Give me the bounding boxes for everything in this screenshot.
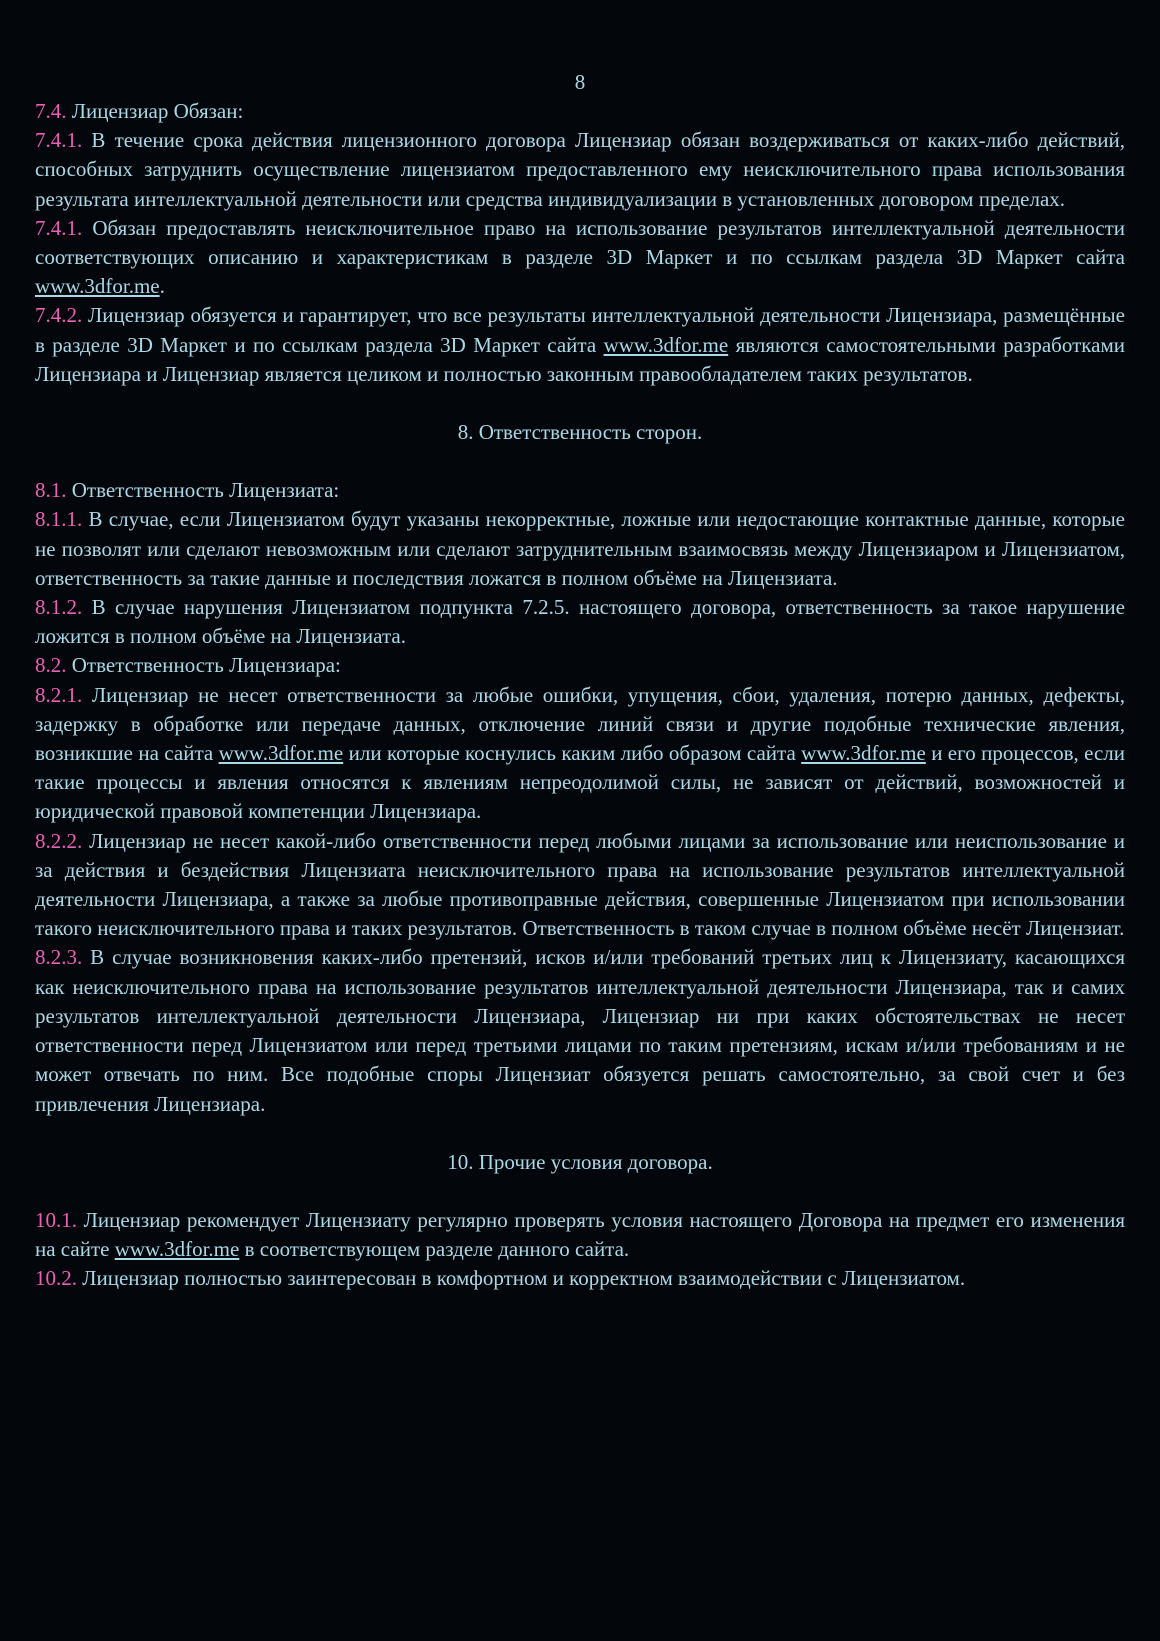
site-link[interactable]: www.3dfor.me <box>114 1237 240 1262</box>
clause-8-2-3 <box>35 943 1125 1118</box>
clause-text: В случае, если Лицензиатом будут указаны некорректные, ложные или недостающие контактные данные, которые не позволят или сделают невозможным или сделают затруднительным взаимосвязь между Лицензиаром и Лицензиатом, ответственность за такие данные и последствия ложатся в полном объёме на Лицензиата. <box>35 507 1126 590</box>
clause-number: 8.1.2. <box>35 595 83 620</box>
clause-text-tail: . <box>159 274 165 299</box>
clause-text: Лицензиар обязуется и гарантирует, что все результаты интеллектуальной деятельности Лицензиара, размещённые в разделе 3D Маркет и по ссылкам раздела 3D Маркет сайта <box>35 303 1125 357</box>
clause-8-2 <box>35 651 1125 680</box>
clause-7-4-2 <box>35 301 1125 389</box>
clause-8-2-1 <box>35 681 1125 827</box>
clause-10-2 <box>35 1264 1125 1293</box>
clause-text: Обязан предоставлять неисключительное право на использование результатов интеллектуальной деятельности соответствующих описанию и характеристикам в разделе 3D Маркет и по ссылкам раздела 3D Маркет сайта <box>35 215 1125 270</box>
clause-number: 8.2.1. <box>35 682 83 707</box>
clause-8-1-1 <box>35 505 1125 593</box>
clause-text: Лицензиар рекомендует Лицензиату регулярно проверять условия настоящего Договора на предмет его изменения на сайте <box>35 1207 1125 1262</box>
clause-text: В случае нарушения Лицензиатом подпункта 7.2.5. настоящего договора, ответственность за такое нарушение ложится в полном объёме на Лицензиата. <box>35 595 1125 649</box>
clause-text: Ответственность Лицензиара: <box>71 653 341 678</box>
site-link[interactable]: www.3dfor.me <box>218 741 344 766</box>
clause-text: Лицензиар не несет ответственности за любые ошибки, упущения, сбои, удаления, потерю данных, дефекты, задержку в обработке или передаче данных, отключение линий связи и другие подобные технические явления, возникшие на сайта <box>35 682 1126 766</box>
clause-number: 10.1. <box>35 1207 77 1232</box>
clause-number: 7.4.2. <box>35 303 83 328</box>
clause-text: или которые коснулись каким либо образом сайта <box>348 741 796 766</box>
clause-number: 8.1.1. <box>35 507 83 532</box>
site-link[interactable]: www.3dfor.me <box>801 741 926 766</box>
clause-number: 8.2.2. <box>35 828 83 853</box>
clause-8-2-2 <box>35 827 1125 944</box>
clause-text: Ответственность Лицензиата: <box>71 478 340 503</box>
clause-text: В случае возникновения каких-либо претензий, исков и/или требований третьих лиц к Лицензиату, касающихся как неисключительного права на использование результатов интеллектуальной деятельности Лицензиара, так и самих результатов интеллектуальной деятельности Лицензиара, Лицензиар ни при каких обстоятельствах не несет ответственности перед Лицензиатом или перед третьими лицами по таким претензиям, искам и/или требованиям и не может отвечать по ним. Все подобные споры Лицензиат обязуется решать самостоятельно, за свой счет и без привлечения Лицензиара. <box>35 945 1125 1116</box>
clause-text-tail: являются самостоятельными разработками Лицензиара и Лицензиар является целиком и полностью законным правообладателем таких результатов. <box>35 332 1125 386</box>
clause-number: 8.2. <box>35 653 67 678</box>
page-number: 8 <box>574 70 586 94</box>
clause-10-1 <box>35 1206 1125 1264</box>
clause-number: 8.2.3. <box>35 945 83 970</box>
clause-7-4-1-second <box>35 214 1125 302</box>
section-heading-10: 10. Прочие условия договора. <box>447 1149 713 1174</box>
site-link[interactable]: www.3dfor.me <box>35 274 160 299</box>
clause-text: Лицензиар Обязан: <box>71 99 244 123</box>
clause-8-1 <box>35 476 1125 505</box>
clause-text-tail: в соответствующем разделе данного сайта. <box>244 1237 630 1262</box>
clause-text: и его процессов, если такие процессы и явления относятся к явлениям непреодолимой силы, не зависят от действий, возможностей и юридической правовой компетенции Лицензиара. <box>35 741 1126 824</box>
site-link[interactable]: www.3dfor.me <box>603 332 729 357</box>
clause-number: 7.4.1. <box>35 215 83 240</box>
clause-7-4 <box>35 97 1125 126</box>
clause-8-1-2 <box>35 593 1125 651</box>
clause-number: 7.4. <box>35 99 67 123</box>
clause-text: В течение срока действия лицензионного договора Лицензиар обязан воздерживаться от каких-либо действий, способных затруднить осуществление лицензиатом предоставленного ему неисключительного права использования результата интеллектуальной деятельности или средства индивидуализации в установленных договором пределах. <box>35 128 1126 211</box>
clause-number: 10.2. <box>35 1266 77 1291</box>
clause-7-4-1 <box>35 126 1125 214</box>
clause-number: 8.1. <box>35 478 67 503</box>
clause-number: 7.4.1. <box>35 128 83 153</box>
clause-text: Лицензиар полностью заинтересован в комфортном и корректном взаимодействии с Лицензиатом. <box>82 1266 966 1291</box>
clause-text: Лицензиар не несет какой-либо ответственности перед любыми лицами за использование или неиспользование и за действия и бездействия Лицензиата неисключительного права на использование результатов интеллектуальной деятельности Лицензиара, а также за любые противоправные действия, совершенные Лицензиатом при использовании такого неисключительного права и таких результатов. Ответственность в таком случае в полном объёме несёт Лицензиат. <box>35 828 1125 941</box>
section-heading-8: 8. Ответственность сторон. <box>457 420 703 445</box>
